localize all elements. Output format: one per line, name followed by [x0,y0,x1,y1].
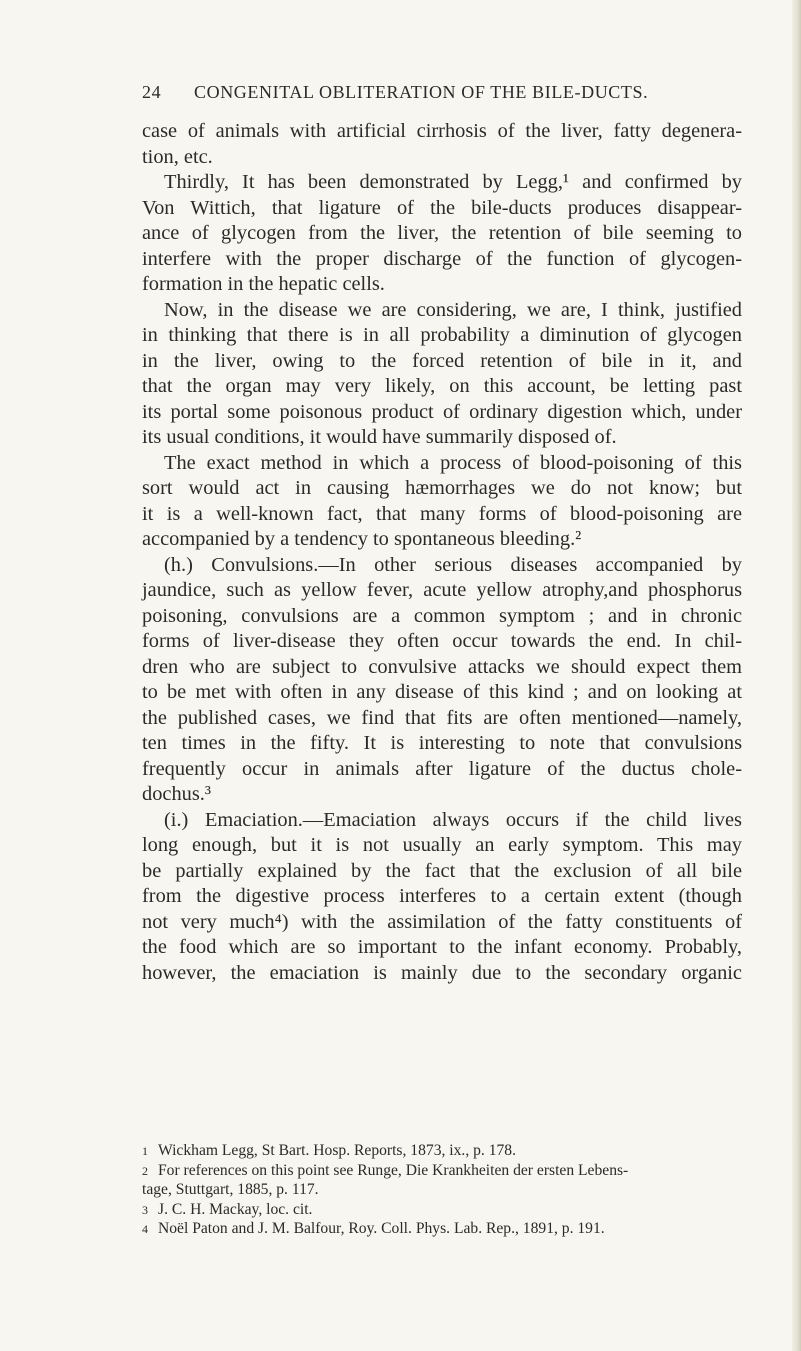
text-line: to be met with often in any disease of this kind ; and on looking at [142,681,742,703]
footnote [142,1141,742,1161]
footnote [142,1219,742,1239]
text-line: Thirdly, It has been demonstrated by Legg,¹ and confirmed by [164,171,742,193]
footnote-marker: 1 [142,1144,148,1158]
text-line: tion, etc. [142,145,213,168]
running-header [142,82,742,108]
text-line: accompanied by a tendency to spontaneous bleeding.² [142,528,582,550]
footnote [142,1180,742,1200]
text-line: interfere with the proper discharge of the function of glycogen- [142,247,742,270]
text-line: dochus.³ [142,783,211,805]
text-line: however, the emaciation is mainly due to the secondary organic [142,961,742,984]
footnote-text: Noël Paton and J. M. Balfour, Roy. Coll. Phys. Lab. Rep., 1891, p. 191. [158,1220,605,1237]
footnote-marker: 4 [142,1222,148,1236]
text-line: it is a well-known fact, that many forms of blood-poisoning are [142,502,742,525]
text-line: forms of liver-disease they often occur towards the end. In chil- [142,630,742,652]
footnotes [142,1141,742,1239]
text-line: be partially explained by the fact that the exclusion of all bile [142,859,742,882]
footnote-marker: 2 [142,1163,148,1178]
text-line: the food which are so important to the infant economy. Probably, [142,936,742,958]
text-line: in the liver, owing to the forced retention of bile in it, and [142,349,742,372]
footnote-text: tage, Stuttgart, 1885, p. 117. [142,1181,319,1198]
page-number: 24 [142,82,162,102]
text-line: from the digestive process interferes to a certain extent (though [142,885,742,907]
text-line: frequently occur in animals after ligature of the ductus chole- [142,757,742,780]
footnote-text: Wickham Legg, St Bart. Hosp. Reports, 1873, ix., p. 178. [158,1142,516,1159]
text-line: (i.) Emaciation.—Emaciation always occurs if the child lives [164,808,742,831]
text-line: sort would act in causing hæmorrhages we do not know; but [142,477,742,499]
body-text [142,119,742,986]
text-line: poisoning, convulsions are a common symptom ; and in chronic [142,604,742,627]
text-line: dren who are subject to convulsive attacks we should expect them [142,655,742,678]
footnote [142,1200,742,1220]
text-line: its portal some poisonous product of ordinary digestion which, under [142,400,742,423]
text-line: Von Wittich, that ligature of the bile-ducts produces disappear- [142,196,742,219]
running-title: CONGENITAL OBLITERATION OF THE BILE-DUCTS. [194,82,649,102]
footnote [142,1161,742,1181]
text-line: The exact method in which a process of blood-poisoning of this [164,451,742,474]
text-line: formation in the hepatic cells. [142,273,385,295]
text-line: ance of glycogen from the liver, the retention of bile seeming to [142,222,742,244]
text-line: that the organ may very likely, on this account, be letting past [142,375,742,397]
text-line: Now, in the disease we are considering, we are, I think, justified [164,298,742,321]
text-line: ten times in the fifty. It is interesting to note that convulsions [142,732,742,754]
text-line: case of animals with artificial cirrhosis of the liver, fatty degenera- [142,120,742,142]
text-line: the published cases, we find that fits are often mentioned—namely, [142,706,742,729]
text-line: in thinking that there is in all probability a diminution of glycogen [142,324,742,346]
footnote-marker: 3 [142,1202,148,1217]
text-line: (h.) Convulsions.—In other serious diseases accompanied by [164,553,742,576]
text-line: not very much⁴) with the assimilation of the fatty constituents of [142,910,742,933]
page-edge [792,0,801,1351]
footnote-text: For references on this point see Runge, Die Krankheiten der ersten Lebens- [158,1161,629,1179]
footnote-text: J. C. H. Mackay, loc. cit. [158,1200,313,1218]
text-line: long enough, but it is not usually an early symptom. This may [142,834,742,856]
text-line: its usual conditions, it would have summarily disposed of. [142,426,617,448]
text-line: jaundice, such as yellow fever, acute yellow atrophy,and phosphorus [142,579,742,601]
